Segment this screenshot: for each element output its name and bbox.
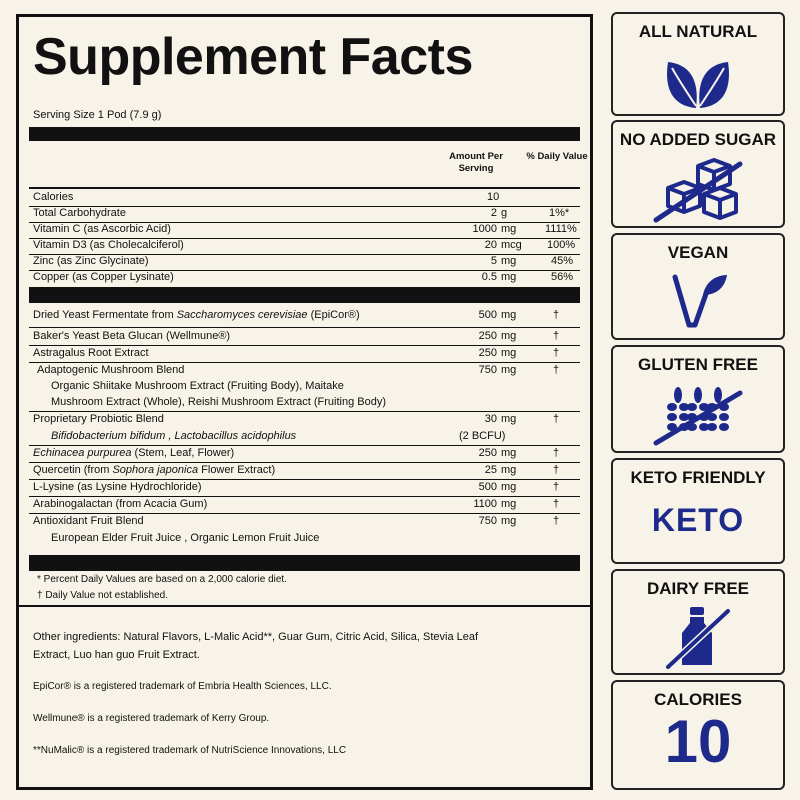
header-rule — [29, 187, 580, 189]
ingredient-amount: 500 — [478, 309, 497, 321]
ingredient-dv: † — [553, 309, 560, 321]
ingredient-amount: 1100 — [473, 498, 497, 510]
trademark-wellmune: Wellmune® is a registered trademark of Kerry Group. — [33, 713, 270, 724]
ingredient-unit: mg — [501, 447, 517, 459]
ingredient-unit: mg — [501, 364, 517, 376]
trademark-numalic: **NuMalic® is a registered trademark of NutriScience Innovations, LLC — [33, 745, 347, 756]
trademark-epicor: EpiCor® is a registered trademark of Embria Health Sciences, LLC. — [33, 681, 332, 692]
nutrient-name: Zinc (as Zinc Glycinate) — [33, 255, 149, 267]
ingredient-name: Quercetin (from Sophora japonica Flower Extract) — [33, 464, 276, 476]
footnote-not-established: † Daily Value not established. — [37, 590, 169, 601]
nutrient-amount: 1000 — [472, 223, 497, 235]
ingredient-amount: 750 — [478, 515, 497, 527]
calories-value: 10 — [664, 708, 732, 775]
nutrient-amount: 2 — [490, 207, 497, 219]
ingredient-amount: 250 — [478, 330, 497, 342]
ingredient-subline: Mushroom Extract (Whole), Reishi Mushroom Extract (Fruiting Body) — [51, 396, 386, 408]
ingredient-unit: mg — [501, 481, 517, 493]
header-amount: Amount Per Serving — [449, 151, 503, 174]
panel-title: Supplement Facts — [33, 28, 473, 86]
nutrient-unit: mg — [501, 223, 517, 235]
ingredient-dv: † — [553, 498, 560, 510]
badge-no-added-sugar — [611, 120, 785, 228]
ingredient-unit: mg — [501, 464, 517, 476]
ingredient-amount: 25 — [484, 464, 497, 476]
section-rule — [19, 605, 590, 607]
other-ingredients: Other ingredients: Natural Flavors, L-Malic Acid**, Guar Gum, Citric Acid, Silica, Stevia Leaf — [33, 631, 479, 643]
badge-all-natural — [611, 12, 785, 116]
badge-label: GLUTEN FREE — [638, 355, 758, 374]
sugar-cube-icon — [648, 154, 748, 226]
badge-label: NO ADDED SUGAR — [619, 130, 777, 149]
ingredient-name: Astragalus Root Extract — [33, 347, 149, 359]
keto-text: KETO — [651, 502, 745, 538]
nutrient-name: Total Carbohydrate — [33, 207, 126, 219]
nutrient-amount: 20 — [484, 239, 497, 251]
badge-label: VEGAN — [667, 243, 729, 262]
footnote-daily-values: * Percent Daily Values are based on a 2,000 calorie diet. — [37, 574, 287, 585]
nutrient-amount: 10 — [487, 191, 500, 203]
ingredient-unit: mg — [501, 330, 517, 342]
other-ingredients-cont: Extract, Luo han guo Fruit Extract. — [33, 649, 200, 661]
vegan-v-icon — [663, 269, 733, 335]
ingredient-unit: mg — [501, 413, 517, 425]
badge-keto-friendly — [611, 458, 785, 564]
nutrient-dv: 45% — [551, 255, 574, 267]
nutrient-unit: mg — [501, 271, 517, 283]
badge-label: ALL NATURAL — [638, 22, 758, 41]
badge-vegan — [611, 233, 785, 340]
ingredient-amount: (2 BCFU) — [459, 430, 506, 442]
ingredient-unit: mg — [501, 515, 517, 527]
nutrient-dv: 1%* — [549, 207, 570, 219]
nutrient-name: Vitamin D3 (as Cholecalciferol) — [33, 239, 184, 251]
nutrient-amount: 0.5 — [481, 271, 497, 283]
ingredient-name: L-Lysine (as Lysine Hydrochloride) — [33, 481, 202, 493]
ingredient-dv: † — [553, 447, 560, 459]
nutrient-name: Calories — [33, 191, 74, 203]
ingredient-dv: † — [553, 330, 560, 342]
divider-bar — [29, 555, 580, 571]
ingredient-name: Baker's Yeast Beta Glucan (Wellmune®) — [33, 330, 231, 342]
serving-size: Serving Size 1 Pod (7.9 g) — [33, 109, 162, 121]
nutrient-unit: g — [501, 207, 508, 219]
ingredient-amount: 250 — [478, 347, 497, 359]
ingredient-name: Adaptogenic Mushroom Blend — [37, 364, 185, 376]
nutrient-name: Copper (as Copper Lysinate) — [33, 271, 174, 283]
ingredient-name: Dried Yeast Fermentate from Saccharomyces cerevisiae (EpiCor®) — [33, 309, 360, 321]
nutrient-amount: 5 — [490, 255, 497, 267]
ingredient-dv: † — [553, 515, 560, 527]
ingredient-dv: † — [553, 364, 560, 376]
ingredient-unit: mg — [501, 309, 517, 321]
nutrient-name: Vitamin C (as Ascorbic Acid) — [33, 223, 171, 235]
nutrient-unit: mg — [501, 255, 517, 267]
badge-calories — [611, 680, 785, 790]
badge-dairy-free — [611, 569, 785, 675]
ingredient-dv: † — [553, 413, 560, 425]
ingredient-dv: † — [553, 347, 560, 359]
divider-bar — [29, 127, 580, 141]
badge-label: KETO FRIENDLY — [630, 468, 766, 487]
badge-gluten-free — [611, 345, 785, 453]
header-daily-value: % Daily Value — [526, 151, 588, 162]
ingredient-name: Proprietary Probiotic Blend — [33, 413, 164, 425]
ingredient-subline: European Elder Fruit Juice , Organic Lemon Fruit Juice — [51, 532, 320, 544]
nutrient-dv: 56% — [551, 271, 574, 283]
ingredient-unit: mg — [501, 347, 517, 359]
ingredient-amount: 250 — [478, 447, 497, 459]
ingredient-unit: mg — [501, 498, 517, 510]
leaf-icon — [658, 50, 738, 112]
ingredient-amount: 750 — [478, 364, 497, 376]
wheat-icon — [648, 381, 748, 447]
divider-bar — [29, 287, 580, 303]
ingredient-dv: † — [553, 481, 560, 493]
badge-label: DAIRY FREE — [646, 579, 750, 598]
ingredient-name: Antioxidant Fruit Blend — [33, 515, 144, 527]
badge-label: CALORIES — [654, 690, 742, 709]
ingredient-amount: 30 — [484, 413, 497, 425]
ingredient-dv: † — [553, 464, 560, 476]
ingredient-subline: Bifidobacterium bifidum , Lactobacillus acidophilus — [51, 430, 297, 442]
nutrient-unit: mcg — [501, 239, 522, 251]
ingredient-name: Arabinogalactan (from Acacia Gum) — [33, 498, 208, 510]
supplement-facts-panel — [16, 14, 593, 790]
bottle-icon — [658, 605, 738, 669]
ingredient-subline: Organic Shiitake Mushroom Extract (Fruiting Body), Maitake — [51, 380, 344, 392]
nutrient-dv: 100% — [547, 239, 576, 251]
ingredient-name: Echinacea purpurea (Stem, Leaf, Flower) — [33, 447, 235, 459]
nutrient-dv: 1111% — [545, 223, 577, 235]
ingredient-amount: 500 — [478, 481, 497, 493]
